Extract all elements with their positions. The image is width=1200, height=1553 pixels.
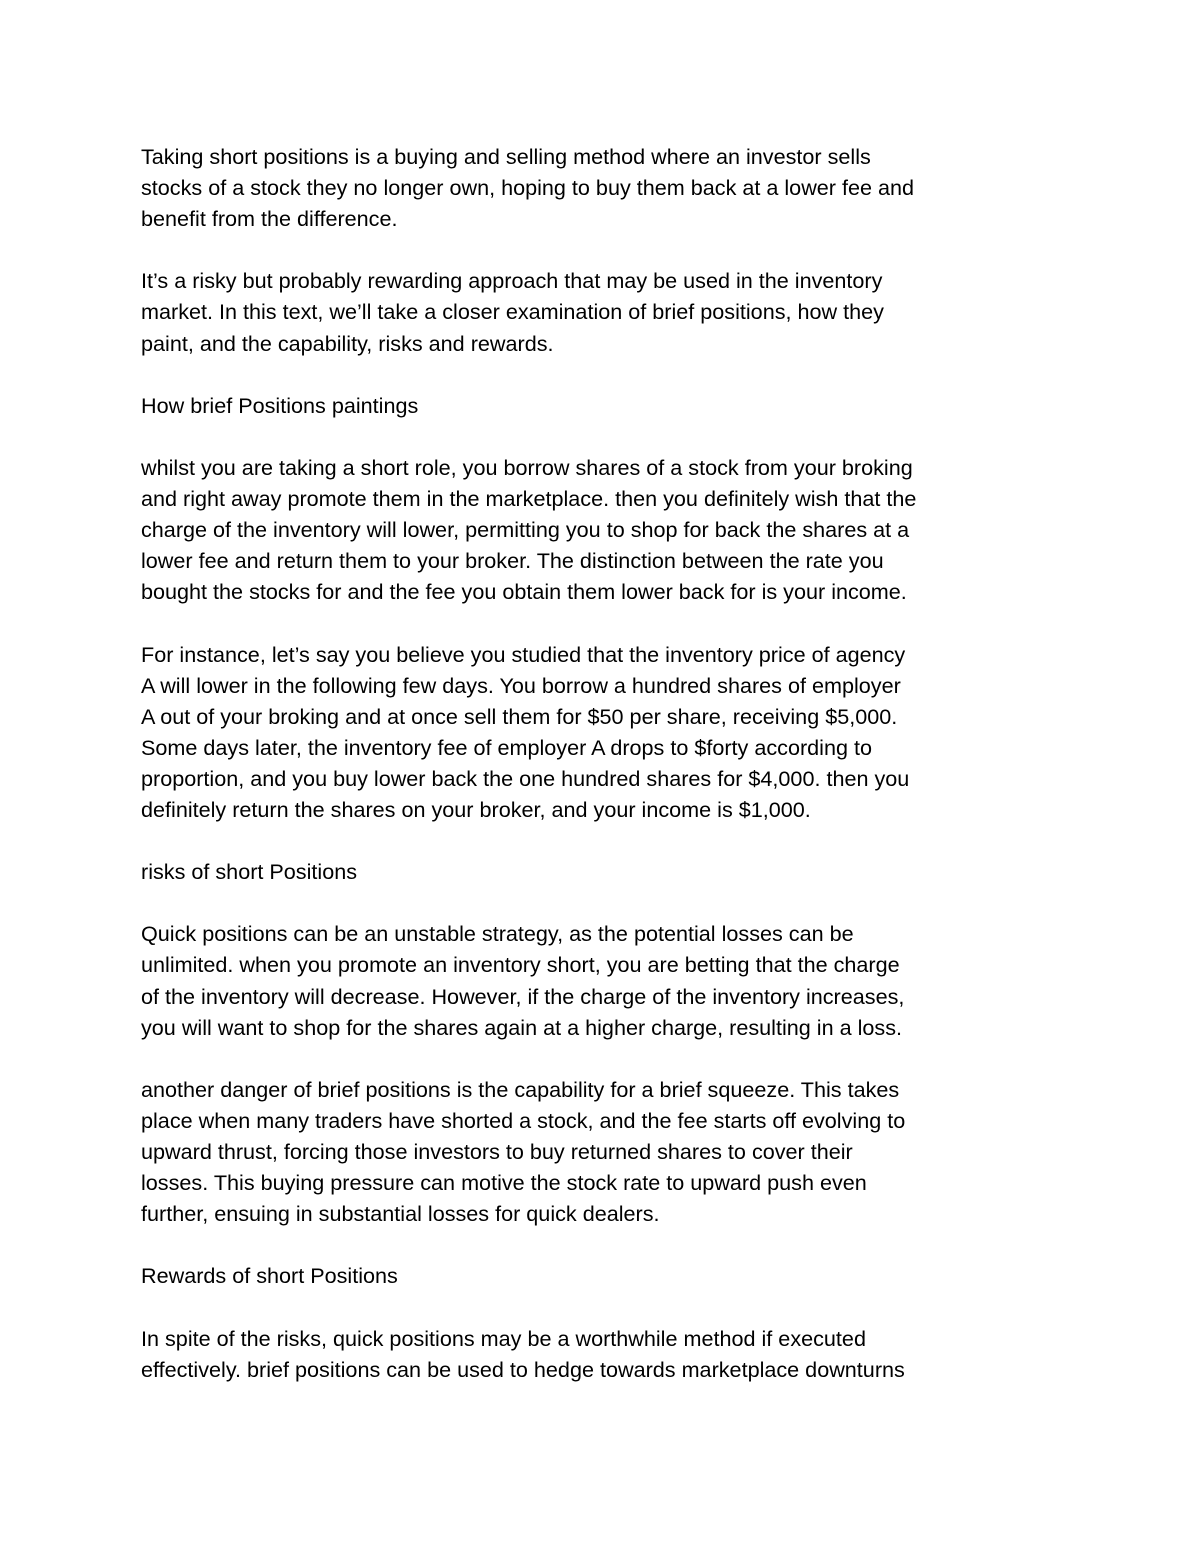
paragraph-rewards — [141, 1323, 1066, 1385]
section-heading-rewards — [141, 1260, 1066, 1291]
text-line: proportion, and you buy lower back the one hundred shares for $4,000. then you — [141, 765, 910, 791]
text-line: paint, and the capability, risks and rewards. — [141, 330, 554, 356]
text-line: effectively. brief positions can be used to hedge towards marketplace downturns — [141, 1356, 905, 1382]
text-line: Quick positions can be an unstable strategy, as the potential losses can be — [141, 921, 854, 947]
heading-text: How brief Positions paintings — [141, 392, 419, 418]
text-line: In spite of the risks, quick positions may be a worthwhile method if executed — [141, 1325, 866, 1351]
text-line: further, ensuing in substantial losses for quick dealers. — [141, 1201, 660, 1227]
text-line: stocks of a stock they no longer own, hoping to buy them back at a lower fee and — [141, 175, 915, 201]
text-line: of the inventory will decrease. However, if the charge of the inventory increases, — [141, 983, 905, 1009]
text-line: another danger of brief positions is the capability for a brief squeeze. This takes — [141, 1076, 900, 1102]
text-line: definitely return the shares on your broker, and your income is $1,000. — [141, 796, 811, 822]
text-line: upward thrust, forcing those investors to buy returned shares to cover their — [141, 1139, 853, 1164]
text-line: losses. This buying pressure can motive the stock rate to upward push even — [141, 1170, 867, 1196]
text-line: and right away promote them in the marketplace. then you definitely wish that the — [141, 486, 917, 512]
text-line: benefit from the difference. — [141, 206, 398, 232]
text-line: bought the stocks for and the fee you obtain them lower back for is your income. — [141, 579, 907, 605]
heading-text: Rewards of short Positions — [141, 1263, 398, 1289]
text-line: A out of your broking and at once sell them for $50 per share, receiving $5,000. — [141, 703, 898, 729]
paragraph-mechanics — [141, 452, 1066, 607]
text-line: Taking short positions is a buying and selling method where an investor sells — [141, 144, 871, 169]
text-line: charge of the inventory will lower, permitting you to shop for back the shares at a — [141, 517, 910, 543]
paragraph-example — [141, 639, 1066, 826]
text-line: unlimited. when you promote an inventory short, you are betting that the charge — [141, 952, 900, 978]
section-heading-risks — [141, 856, 1066, 887]
text-line: you will want to shop for the shares again at a higher charge, resulting in a loss. — [141, 1014, 903, 1040]
section-heading-how-it-works — [141, 390, 1066, 421]
text-line: place when many traders have shorted a stock, and the fee starts off evolving to — [141, 1107, 906, 1133]
paragraph-overview — [141, 265, 1066, 358]
text-line: For instance, let’s say you believe you studied that the inventory price of agency — [141, 641, 906, 667]
heading-text: risks of short Positions — [141, 859, 358, 885]
paragraph-risks-losses — [141, 918, 1066, 1042]
text-line: whilst you are taking a short role, you borrow shares of a stock from your broking — [141, 454, 913, 480]
paragraph-intro — [141, 141, 1066, 234]
text-line: lower fee and return them to your broker. The distinction between the rate you — [141, 548, 884, 574]
document-body — [141, 141, 1066, 1416]
text-line: A will lower in the following few days. You borrow a hundred shares of employer — [141, 672, 901, 698]
paragraph-risks-squeeze — [141, 1074, 1066, 1229]
text-line: It’s a risky but probably rewarding approach that may be used in the inventory — [141, 268, 883, 294]
text-line: market. In this text, we’ll take a closer examination of brief positions, how they — [141, 299, 884, 325]
text-line: Some days later, the inventory fee of employer A drops to $forty according to — [141, 734, 872, 760]
